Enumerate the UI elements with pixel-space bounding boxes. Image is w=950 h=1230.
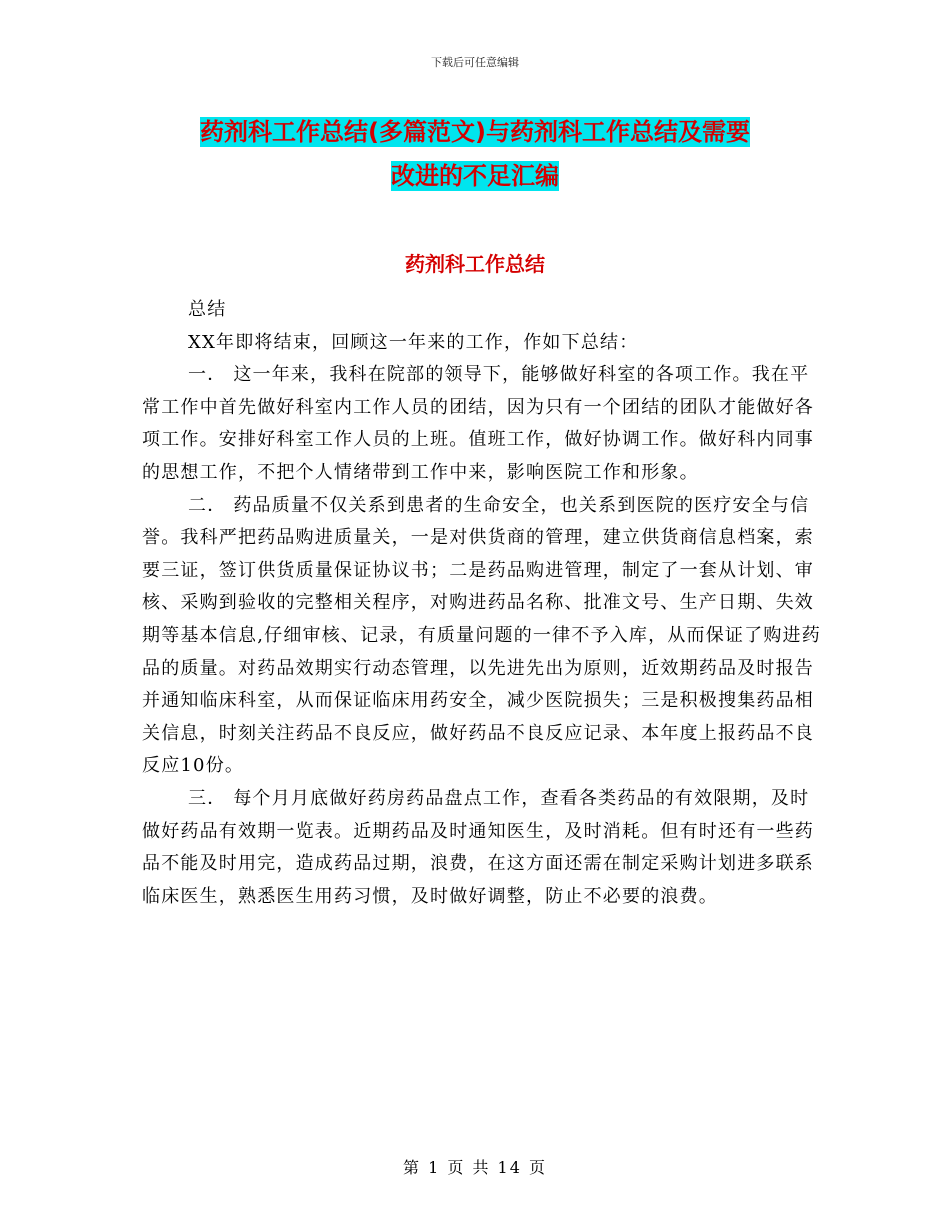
paragraph: XX年即将结束，回顾这一年来的工作，作如下总结：: [188, 331, 639, 353]
document-title-line-1: 药剂科工作总结(多篇范文)与药剂科工作总结及需要: [200, 118, 750, 146]
paragraph: 总结: [188, 299, 227, 320]
header-note: 下载后可任意编辑: [431, 56, 519, 69]
document-title: [0, 110, 950, 198]
page-number: 第 1 页 共 14 页: [403, 1158, 547, 1177]
document-title-line-2: 改进的不足汇编: [391, 162, 559, 190]
section-title: 药剂科工作总结: [405, 252, 545, 276]
paragraph: 一． 这一年来，我科在院部的领导下，能够做好科室的各项工作。我在平常工作中首先做好科室内工作人员的团结，因为只有一个团结的团队才能做好各项工作。安排好科室工作人员的上班。值班工作，做好协调工作。做好科内同事的思想工作，不把个人情绪带到工作中来，影响医院工作和形象。: [142, 364, 814, 483]
paragraph: 三． 每个月月底做好药房药品盘点工作，查看各类药品的有效限期，及时做好药品有效期一览表。近期药品及时通知医生，及时消耗。但有时还有一些药品不能及时用完，造成药品过期，浪费，在这方面还需在制定采购计划进多联系临床医生，熟悉医生用药习惯，及时做好调整，防止不必要的浪费。: [142, 787, 814, 907]
paragraph: 二． 药品质量不仅关系到患者的生命安全，也关系到医院的医疗安全与信誉。我科严把药品购进质量关，一是对供货商的管理，建立供货商信息档案，索要三证，签订供货质量保证协议书；二是药品购进管理，制定了一套从计划、审核、采购到验收的完整相关程序，对购进药品名称、批准文号、生产日期、失效期等基本信息,仔细审核、记录，有质量问题的一律不予入库，从而保证了购进药品的质量。对药品效期实行动态管理，以先进先出为原则，近效期药品及时报告并通知临床科室，从而保证临床用药安全，减少医院损失；三是积极搜集药品相关信息，时刻关注药品不良反应，做好药品不良反应记录、本年度上报药品不良反应10份。: [142, 494, 821, 777]
body-text: [142, 294, 822, 913]
